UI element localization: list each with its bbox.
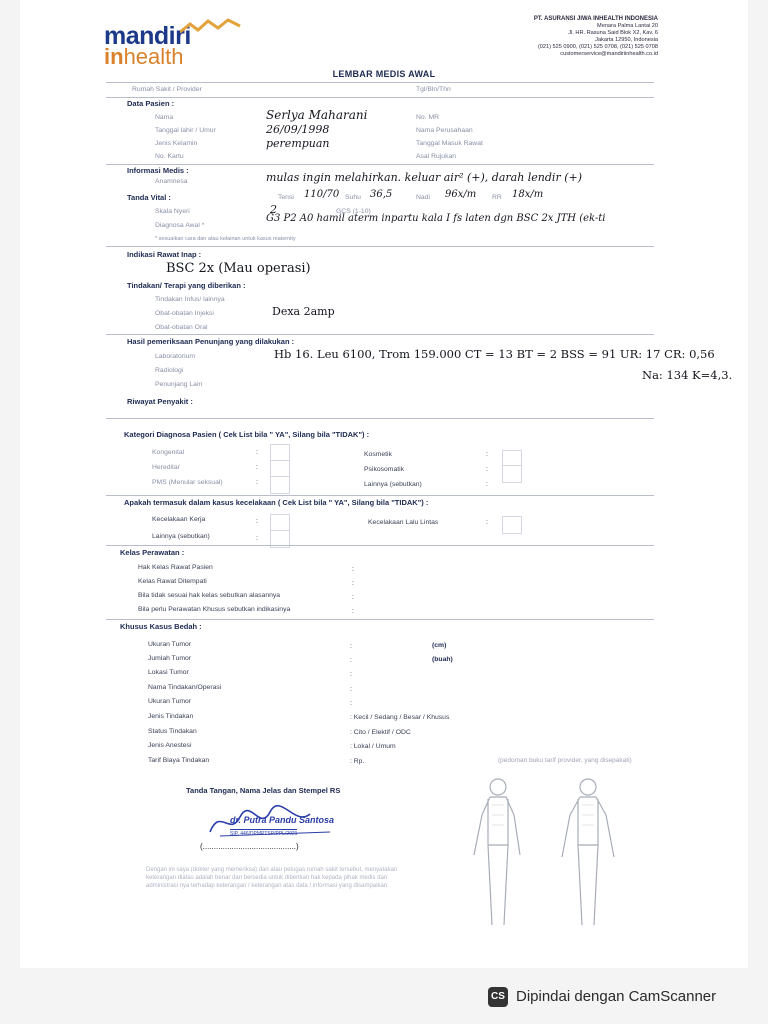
nadi-label: Nadi (416, 194, 430, 201)
kelas-item: Bila tidak sesuai hak kelas sebutkan alasannya (138, 592, 281, 599)
bedah-item: Ukuran Tumor (148, 698, 192, 705)
company-name: PT. ASURANSI JIWA INHEALTH INDONESIA (533, 16, 658, 22)
company-line: Jl. HR. Rasuna Said Blok X2, Kav. 6 (568, 30, 658, 36)
form-title: LEMBAR MEDIS AWAL (332, 69, 436, 79)
rr-value: 18x/m (512, 189, 544, 200)
informasi-medis-heading: Informasi Medis : (127, 166, 189, 175)
tanggal-label: Tanggal lahir / Umur (155, 127, 216, 134)
diagnosa-label: Diagnosa Awal * (155, 222, 205, 229)
bedah-item: Status Tindakan (148, 728, 197, 735)
kategori-item: Hereditar (152, 464, 180, 471)
stamp-name: dr. Putra Pandu Santosa (230, 815, 335, 825)
status-tindakan-options: : Cito / Elektif / ODC (350, 729, 411, 736)
tindakan-heading: Tindakan/ Terapi yang diberikan : (127, 281, 246, 290)
bedah-item: Lokasi Tumor (148, 669, 189, 676)
tarif-note: (pedoman buku tarif provider, yang disepakati) (498, 757, 632, 764)
company-info (500, 16, 658, 58)
riwayat-heading: Riwayat Penyakit : (127, 397, 193, 406)
provider-label: Rumah Sakit / Provider (132, 86, 202, 93)
kecelakaan-lalu-label: Kecelakaan Lalu Lintas (368, 519, 439, 526)
jenis-tindakan-options: : Kecil / Sedang / Besar / Khusus (350, 714, 450, 721)
tensi-value: 110/70 (304, 189, 340, 200)
penunjang-heading: Hasil pemeriksaan Penunjang yang dilakukan : (127, 337, 295, 346)
body-diagram-icon (460, 775, 640, 935)
signature-line: (..........................................) (200, 842, 299, 851)
kecelakaan-lain-label: Lainnya (sebutkan) (152, 533, 210, 540)
stamp-number: SIP. 446/DPMPTSP/PPL/2021 (230, 831, 298, 837)
kategori-item: Kosmetik (364, 451, 392, 458)
bedah-item: Tarif Biaya Tindakan (148, 757, 210, 764)
bedah-buah: (buah) (432, 656, 453, 663)
kelas-heading: Kelas Perawatan : (120, 548, 185, 557)
nadi-value: 96x/m (445, 189, 477, 200)
kecelakaan-heading: Apakah termasuk dalam kasus kecelakaan ( Cek List bila " YA", Silang bila "TIDAK") : (124, 498, 429, 507)
bedah-cm: (cm) (432, 642, 447, 649)
anamnesa-label: Anamnesa (155, 178, 188, 185)
kategori-item: Kongenital (152, 449, 185, 456)
camscanner-footer: Dipindai dengan CamScanner (516, 988, 717, 1005)
checkbox-kecelakaan-lalu[interactable] (502, 516, 522, 534)
kategori-item: PMS (Menular seksual) (152, 479, 223, 486)
date-label: Tgl/Bln/Thn (416, 86, 451, 93)
disclaimer-text: Dengan ini saya (dokter yang memeriksa) dan atau petugas rumah sakit tersebut, menyatakan keterangan diatas adalah benar dan bersedia untuk diberikan hak kepada pihak medis dan administrasi nya terhadap keterangan / keterangan atas data / informasi yang disampaikan. (146, 867, 398, 889)
kategori-heading: Kategori Diagnosa Pasien ( Cek List bila " YA", Silang bila "TIDAK") : (124, 430, 370, 439)
lab-value: Hb 16. Leu 6100, Trom 159.000 CT = 13 BT = 2 BSS = 91 UR: 17 CR: 0,56 (274, 347, 715, 361)
tarif-options: : Rp. (350, 758, 365, 765)
kategori-item: Lainnya (sebutkan) (364, 481, 422, 488)
jk-label: Jenis Kelamin (155, 140, 198, 147)
checkbox-pms[interactable] (270, 476, 290, 494)
bedah-item: Jenis Anestesi (148, 742, 192, 749)
tensi-label: Tensi (278, 194, 294, 201)
company-line: (021) 525 0900, (021) 525 0708, (021) 525 0708 (537, 44, 658, 50)
company-line: Jakarta 12950, Indonesia (595, 37, 658, 43)
kategori-item: Psikosomatik (364, 466, 405, 473)
bedah-item: Jenis Tindakan (148, 713, 194, 720)
document-sheet: mandiri inhealth PT. ASURANSI JIWA INHEALTH INDONESIA Menara Palma Lantai 20 Jl. HR. Rasuna Said Blok X2, Kav. 6 Jakarta 12950, Indonesia (021) 525 0900, (021) 525 0708, (021) 525 0708 customerservice@mandiriinhealth.co.id LEMBAR MEDIS AWAL Rumah Sakit / Provider Tgl/Bln/Thn Data Pasien : Nama Serlya Maharani Tanggal lahir / Umur 26/09/1998 Jenis Kelamin perempuan No. Kartu No. MR Nama Perusahaan Tanggal Masuk Rawat Asal Rujukan Informasi Medis : Anamnesa mulas ingin melahirkan. keluar air² (+), darah lendir (+) Tanda Vital : Tensi 110/70 Suhu 36,5 Nadi 96x/m RR 18x/m Skala Nyeri 2 GCS (1-10) Diagnosa Awal * G3 P2 A0 hamil aterm inpartu kala I fs laten dgn BSC 2x JTH (ek-ti * sesuaikan cara dan atau kelainan untuk kasus maternity Indikasi Rawat Inap : BSC 2x (Mau operasi) Tindakan/ Terapi yang diberikan : Tindakan Infus/ lainnya Obat-obatan Injeksi Dexa 2amp Obat-obatan Oral Hasil pemeriksaan Penunjang yang dilakukan : Laboratorium Hb 16. Leu 6100, Trom 159.000 CT = 13 BT = 2 BSS = 91 UR: 17 CR: 0,56 Na: 134 K=4,3. Radiologi Penunjang Lain Riwayat Penyakit : Kategori Diagnosa Pasien ( Cek List bila " YA", Silang bila "TIDAK") : Kongenital Hereditar PMS (Menular seksual) : : : Kosmetik Psikosomatik Lainnya (sebutkan) : : : Apakah termasuk dalam kasus kecelakaan ( Cek List bila " YA", Silang bila "TIDAK") : Kecelakaan Kerja : Kecelakaan Lalu Lintas : Lainnya (sebutkan) : Kelas Perawatan : Hak Kelas Rawat Pasien Kelas Rawat Ditempati Bila tidak sesuai hak kelas sebutkan alasannya Bila perlu Perawatan Khusus sebutkan indikasinya : : : : Khusus Kasus Bedah : Ukuran Tumor Jumlah Tumor Lokasi Tumor Nama Tindakan/Operasi Ukuran Tumor Jenis Tindakan Status Tindakan Jenis Anestesi Tarif Biaya Tindakan : : : : : (cm) (buah) : Kecil / Sedang / Besar / Khusus : Cito / Elektif / ODC : Lokal / Umum : Rp. (pedoman buku tarif provider, yang disepakati) Tanda Tangan, Nama Jelas dan Stempel RS dr. Putra Pandu Santosa SIP. 446/DPMPTSP/PPL/2021 (..........................................) Dengan ini saya (dokter yang memeriksa) dan atau petugas rumah sakit tersebut, menyatakan keterangan diatas adalah benar dan bersedia untuk diberikan hak kepada pihak medis dan administrasi nya terhadap keterangan / keterangan atas data / informasi yang disampaikan. (20, 0, 748, 968)
bedah-item: Jumlah Tumor (148, 655, 192, 662)
nama-label: Nama (155, 114, 174, 121)
oral-label: Obat-obatan Oral (155, 324, 208, 331)
radiologi-label: Radiologi (155, 367, 184, 374)
indikasi-value: BSC 2x (Mau operasi) (166, 261, 311, 276)
kelas-item: Bila perlu Perawatan Khusus sebutkan indikasinya (138, 606, 291, 613)
diagnosa-value: G3 P2 A0 hamil aterm inpartu kala I fs laten dgn BSC 2x JTH (ek-ti (266, 213, 606, 224)
suhu-value: 36,5 (370, 189, 393, 200)
mr-label: No. MR (416, 114, 440, 121)
gcs-label: GCS (1-10) (336, 208, 371, 215)
bedah-item: Ukuran Tumor (148, 641, 192, 648)
rujukan-label: Asal Rujukan (416, 153, 457, 160)
injeksi-value: Dexa 2amp (272, 305, 335, 318)
penunjang-lain-label: Penunjang Lain (155, 381, 203, 388)
bedah-heading: Khusus Kasus Bedah : (120, 622, 202, 631)
signature-title: Tanda Tangan, Nama Jelas dan Stempel RS (186, 786, 341, 795)
rr-label: RR (492, 194, 502, 201)
nama-value: Serlya Maharani (266, 108, 368, 122)
indikasi-heading: Indikasi Rawat Inap : (127, 250, 202, 259)
suhu-label: Suhu (345, 194, 361, 201)
logo-mandiri: mandiri (104, 22, 191, 50)
kelas-item: Kelas Rawat Ditempati (138, 578, 207, 585)
tanggal-value: 26/09/1998 (266, 123, 330, 136)
nyeri-value: 2 (270, 203, 277, 216)
anamnesa-value: mulas ingin melahirkan. keluar air² (+), darah lendir (+) (266, 171, 583, 184)
anestesi-options: : Lokal / Umum (350, 743, 396, 750)
company-line: customerservice@mandiriinhealth.co.id (560, 51, 658, 57)
injeksi-label: Obat-obatan Injeksi (155, 310, 214, 317)
kecelakaan-kerja-label: Kecelakaan Kerja (152, 516, 206, 523)
bedah-item: Nama Tindakan/Operasi (148, 684, 222, 691)
infus-label: Tindakan Infus/ lainnya (155, 296, 225, 303)
company-line: Menara Palma Lantai 20 (597, 23, 658, 29)
perusahaan-label: Nama Perusahaan (416, 127, 473, 134)
lab-label: Laboratorium (155, 353, 196, 360)
diagnosa-footnote: * sesuaikan cara dan atau kelainan untuk kasus maternity (155, 236, 296, 242)
camscanner-logo-icon: CS (488, 987, 508, 1007)
lab-value-2: Na: 134 K=4,3. (642, 368, 733, 382)
data-pasien-heading: Data Pasien : (127, 99, 175, 108)
checkbox-psikosomatik[interactable] (502, 465, 522, 483)
logo-inhealth: inhealth (104, 44, 184, 69)
kelas-item: Hak Kelas Rawat Pasien (138, 564, 213, 571)
masuk-label: Tanggal Masuk Rawat (416, 140, 483, 147)
logo-wave-icon (180, 18, 242, 34)
jk-value: perempuan (266, 137, 330, 150)
nyeri-label: Skala Nyeri (155, 208, 190, 215)
kartu-label: No. Kartu (155, 153, 184, 160)
tanda-vital-heading: Tanda Vital : (127, 193, 171, 202)
